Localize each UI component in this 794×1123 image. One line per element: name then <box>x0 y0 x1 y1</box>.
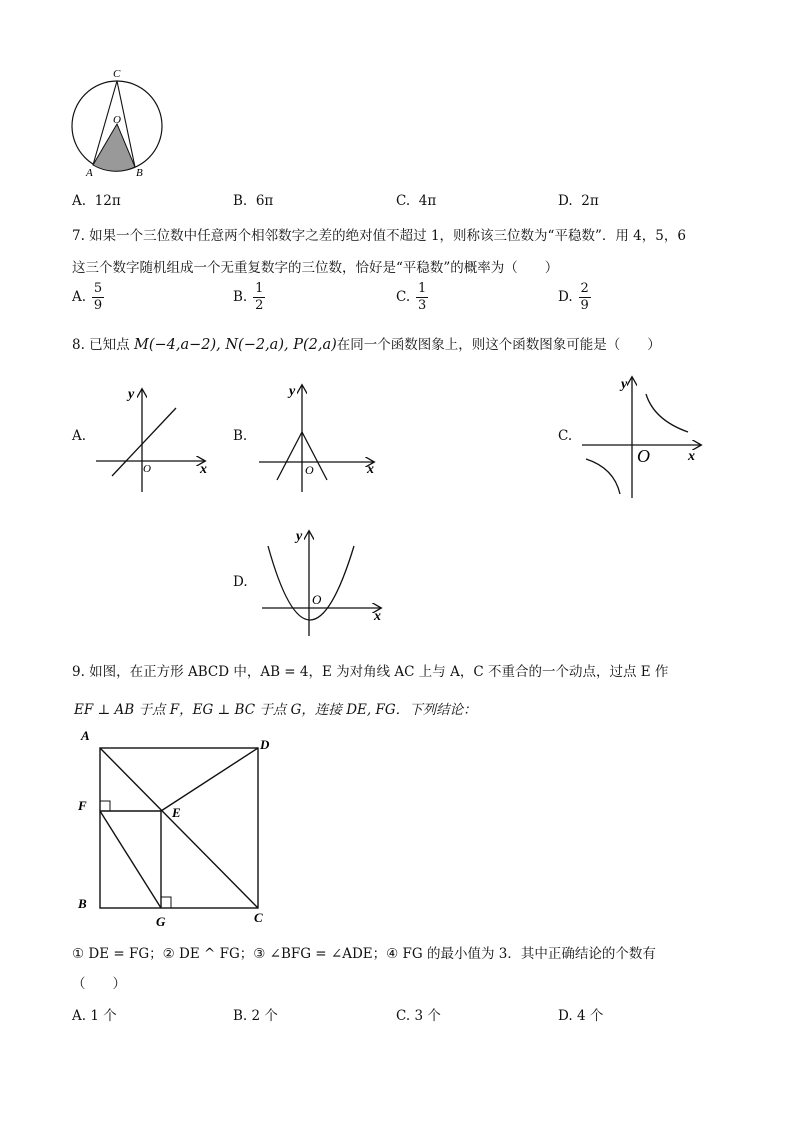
q9-option-a-letter: A. <box>72 1008 87 1024</box>
q9-option-c[interactable] <box>396 1004 441 1024</box>
q7-option-d[interactable] <box>558 282 591 313</box>
q8b-y: y <box>289 384 296 399</box>
q6-option-b-letter: B. <box>233 193 248 209</box>
q6-label-c: C <box>113 68 121 80</box>
q7-option-d-num: 2 <box>580 281 589 296</box>
q6-option-d[interactable] <box>558 193 599 209</box>
q9-label-e: E <box>172 805 181 820</box>
q9-label-b: B <box>78 896 87 911</box>
q7-option-b-den: 2 <box>255 298 264 313</box>
q8-option-b-letter[interactable]: B. <box>233 428 248 444</box>
q7-option-b-fraction <box>253 282 265 313</box>
q7-option-d-den: 9 <box>580 298 589 313</box>
q8a-y: y <box>128 387 135 402</box>
q8a-x: x <box>200 462 207 477</box>
q8-graph-a[interactable] <box>92 380 222 495</box>
q9-option-d[interactable] <box>558 1004 603 1024</box>
q6-label-a: A <box>86 167 93 179</box>
q9-label-c: C <box>254 910 263 925</box>
q9-conclusions: ① DE = FG；② DE ^ FG；③ ∠BFG = ∠ADE；④ FG 的最小值为 3．其中正确结论的个数有 <box>72 946 656 962</box>
q8b-o: O <box>305 463 314 477</box>
q9-option-d-text: 4 个 <box>576 1008 604 1024</box>
q8-option-d-letter[interactable]: D. <box>233 574 248 590</box>
q9-option-b-text: 2 个 <box>251 1008 278 1024</box>
q9-option-b[interactable] <box>233 1004 278 1024</box>
q7-option-c-num: 1 <box>418 281 427 296</box>
q6-option-c-letter: C. <box>396 193 411 209</box>
q6-option-b-text: 6π <box>255 193 274 209</box>
q7-option-a-fraction <box>92 282 104 313</box>
q9-paren: （ ） <box>72 976 126 992</box>
q6-option-a[interactable] <box>72 193 121 209</box>
q9-option-d-letter: D. <box>558 1008 573 1024</box>
q7-stem-line2: 这三个数字随机组成一个无重复数字的三位数，恰好是“平稳数”的概率为（ ） <box>72 260 559 276</box>
q7-option-a[interactable] <box>72 282 104 313</box>
q9-option-c-text: 3 个 <box>414 1008 441 1024</box>
q8-graph-b[interactable] <box>255 378 385 495</box>
q7-option-c-den: 3 <box>418 298 427 313</box>
q8c-x: x <box>688 449 695 464</box>
q9-label-d: D <box>260 737 270 752</box>
q8-option-c-letter[interactable]: C. <box>558 428 573 444</box>
q9-stem-line1: 9. 如图，在正方形 ABCD 中，AB = 4，E 为对角线 AC 上与 A，C 不重合的一个动点，过点 E 作 <box>72 664 669 680</box>
q6-option-d-letter: D. <box>558 193 573 209</box>
q9-label-f: F <box>78 798 87 813</box>
q9-label-a: A <box>81 728 90 743</box>
q7-stem-line1: 7. 如果一个三位数中任意两个相邻数字之差的绝对值不超过 1，则称该三位数为“平稳数”．用 4，5，6 <box>72 228 686 244</box>
q8d-o: O <box>312 592 322 607</box>
q8a-o: O <box>143 463 151 475</box>
q7-option-a-num: 5 <box>93 281 103 296</box>
q8-stem-suffix: 在同一个函数图象上，则这个函数图象可能是（ ） <box>336 337 661 353</box>
q7-option-b[interactable] <box>233 282 265 313</box>
q6-option-d-text: 2π <box>581 193 599 209</box>
q7-option-b-num: 1 <box>255 281 264 296</box>
q8-graph-d[interactable] <box>258 524 388 644</box>
q9-stem-line2: EF ⊥ AB 于点 F，EG ⊥ BC 于点 G，连接 DE, FG．下列结论： <box>74 702 477 718</box>
q9-square-figure <box>72 724 282 934</box>
q9-option-a[interactable] <box>72 1004 117 1024</box>
q8-stem <box>72 333 661 353</box>
q8-graph-c[interactable] <box>580 372 705 500</box>
q7-option-b-letter: B. <box>233 289 248 305</box>
q8-stem-math: M(−4,a−2), N(−2,a), P(2,a) <box>133 337 337 353</box>
q8b-x: x <box>367 462 374 477</box>
q7-option-c-letter: C. <box>396 289 411 305</box>
q6-label-o: O <box>113 114 121 126</box>
q9-option-b-letter: B. <box>233 1008 248 1024</box>
q6-label-b: B <box>136 167 143 179</box>
q8c-o: O <box>637 446 650 466</box>
q8-option-a-letter[interactable]: A. <box>72 428 87 444</box>
q8c-y: y <box>621 377 628 392</box>
q7-option-d-fraction <box>579 282 591 313</box>
q9-option-a-text: 1 个 <box>90 1008 117 1024</box>
q7-option-c[interactable] <box>396 282 428 313</box>
q8d-y: y <box>296 529 303 544</box>
q7-option-c-fraction <box>416 282 428 313</box>
q7-option-a-den: 9 <box>93 298 103 313</box>
q7-option-d-letter: D. <box>558 289 573 305</box>
q6-option-c[interactable] <box>396 193 436 209</box>
q6-option-c-text: 4π <box>418 193 437 209</box>
q7-option-a-letter: A. <box>72 289 87 305</box>
q6-option-a-letter: A. <box>72 193 87 209</box>
q8-stem-prefix: 8. 已知点 <box>72 337 130 353</box>
q9-option-c-letter: C. <box>396 1008 411 1024</box>
q8d-x: x <box>374 609 381 624</box>
q6-option-a-text: 12π <box>94 193 121 209</box>
q9-label-g: G <box>156 914 166 929</box>
q6-circle-figure <box>62 62 172 180</box>
q6-option-b[interactable] <box>233 193 273 209</box>
